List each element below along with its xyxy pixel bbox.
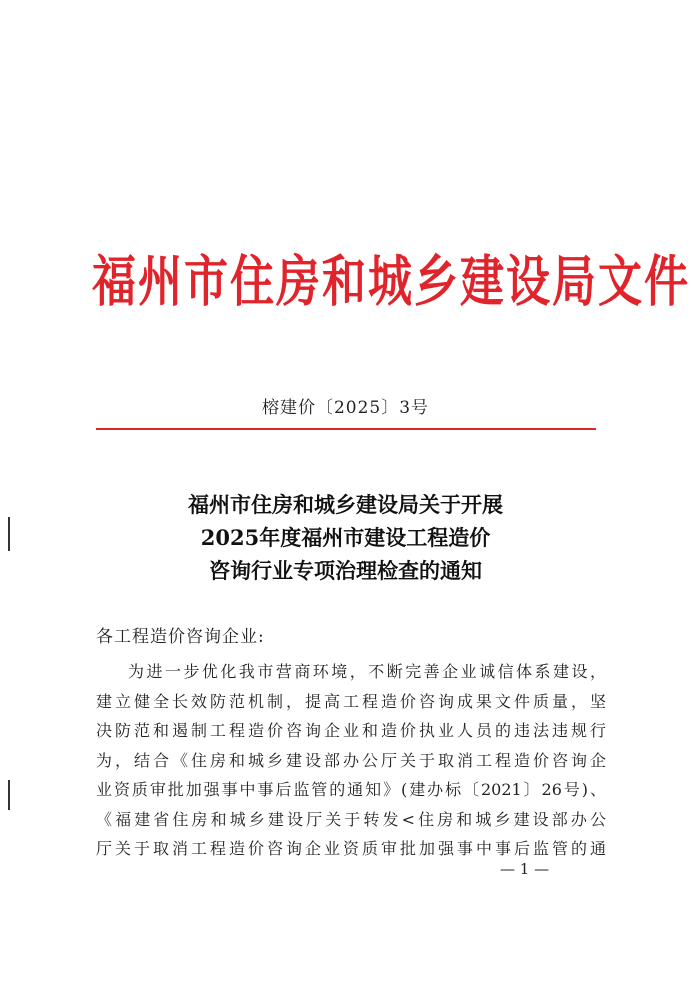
notice-title-line-3: 咨询行业专项治理检查的通知 bbox=[209, 558, 482, 583]
notice-title bbox=[0, 488, 691, 587]
body-line-2: 建立健全长效防范机制，提高工程造价咨询成果文件质量，坚 bbox=[96, 691, 606, 711]
body-line-4: 为，结合《住房和城乡建设部办公厅关于取消工程造价咨询企 bbox=[96, 750, 606, 770]
page-number: — 1 — bbox=[500, 860, 550, 878]
red-divider-line bbox=[96, 428, 596, 430]
binding-margin-mark bbox=[8, 780, 10, 810]
notice-title-line-1: 福州市住房和城乡建设局关于开展 bbox=[188, 492, 503, 517]
body-line-7: 厅关于取消工程造价咨询企业资质审批加强事中事后监管的通 bbox=[96, 839, 606, 858]
binding-margin-mark bbox=[8, 517, 10, 551]
salutation: 各工程造价咨询企业: bbox=[96, 627, 265, 647]
issuer-header-title: 福州市住房和城乡建设局文件 bbox=[92, 250, 690, 315]
document-number: 榕建价〔2025〕3号 bbox=[261, 398, 430, 418]
body-line-6: 《福建省住房和城乡建设厅关于转发<住房和城乡建设部办公 bbox=[96, 809, 606, 829]
body-line-3: 决防范和遏制工程造价咨询企业和造价执业人员的违法违规行 bbox=[96, 721, 606, 740]
notice-title-line-2: 2025年度福州市建设工程造价 bbox=[200, 525, 491, 550]
body-line-5: 业资质审批加强事中事后监管的通知》(建办标〔2021〕26号)、 bbox=[96, 780, 606, 799]
body-paragraph bbox=[96, 657, 606, 864]
body-line-1: 为进一步优化我市营商环境，不断完善企业诚信体系建设， bbox=[128, 662, 606, 681]
